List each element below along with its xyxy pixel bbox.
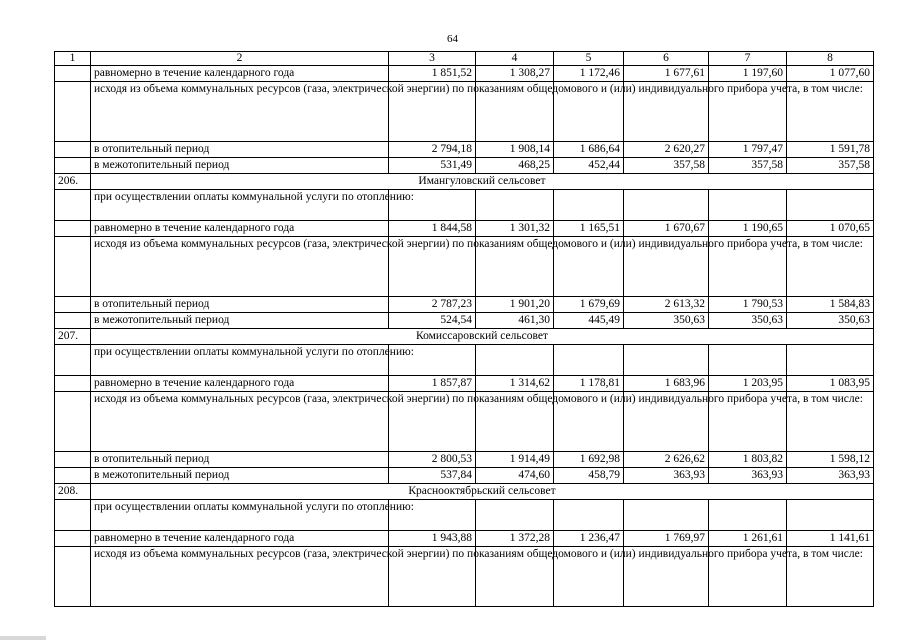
row-index-cell xyxy=(55,142,91,158)
row-index-cell xyxy=(55,158,91,174)
value-cell xyxy=(476,500,554,531)
value-cell: 452,44 xyxy=(554,158,624,174)
value-cell: 1 670,67 xyxy=(624,221,709,237)
section-number: 206. xyxy=(55,174,91,190)
table-row xyxy=(55,376,874,392)
header-cell: 5 xyxy=(554,52,624,66)
value-cell xyxy=(787,500,874,531)
value-cell: 445,49 xyxy=(554,313,624,329)
value-cell: 1 797,47 xyxy=(709,142,787,158)
value-cell: 2 794,18 xyxy=(389,142,476,158)
value-cell: 1 261,61 xyxy=(709,531,787,547)
row-index-cell xyxy=(55,452,91,468)
table-row xyxy=(55,500,874,531)
table-row xyxy=(55,237,874,297)
header-row xyxy=(55,52,874,66)
value-cell: 350,63 xyxy=(624,313,709,329)
row-label: в межотопительный период xyxy=(91,158,389,174)
header-cell: 1 xyxy=(55,52,91,66)
table-body xyxy=(55,66,874,607)
value-cell xyxy=(787,345,874,376)
section-title: Имангуловский сельсовет xyxy=(91,174,874,190)
table-row xyxy=(55,158,874,174)
section-title: Комиссаровский сельсовет xyxy=(91,329,874,345)
value-cell: 350,63 xyxy=(787,313,874,329)
value-cell: 474,60 xyxy=(476,468,554,484)
section-row xyxy=(55,174,874,190)
value-cell: 1 178,81 xyxy=(554,376,624,392)
value-cell: 1 591,78 xyxy=(787,142,874,158)
row-label: при осуществлении оплаты коммунальной услуги по отоплению: xyxy=(91,345,389,376)
value-cell: 468,25 xyxy=(476,158,554,174)
section-title: Краснооктябрьский сельсовет xyxy=(91,484,874,500)
value-cell xyxy=(709,345,787,376)
row-label: равномерно в течение календарного года xyxy=(91,531,389,547)
row-index-cell xyxy=(55,297,91,313)
value-cell: 1 908,14 xyxy=(476,142,554,158)
row-index-cell xyxy=(55,237,91,297)
value-cell: 1 172,46 xyxy=(554,66,624,82)
header-cell: 2 xyxy=(91,52,389,66)
header-cell: 8 xyxy=(787,52,874,66)
value-cell: 357,58 xyxy=(787,158,874,174)
value-cell: 1 683,96 xyxy=(624,376,709,392)
value-cell: 1 844,58 xyxy=(389,221,476,237)
row-index-cell xyxy=(55,313,91,329)
section-number: 208. xyxy=(55,484,91,500)
row-label: исходя из объема коммунальных ресурсов (газа, электрической энергии) по показаниям общедомового и (или) индивидуального прибора учета, в том числе: xyxy=(91,82,389,142)
value-cell: 458,79 xyxy=(554,468,624,484)
row-label: исходя из объема коммунальных ресурсов (газа, электрической энергии) по показаниям общедомового и (или) индивидуального прибора учета, в том числе: xyxy=(91,237,389,297)
value-cell xyxy=(476,345,554,376)
value-cell: 1 308,27 xyxy=(476,66,554,82)
table-row xyxy=(55,392,874,452)
value-cell xyxy=(476,190,554,221)
row-index-cell xyxy=(55,500,91,531)
value-cell xyxy=(554,345,624,376)
header-cell: 4 xyxy=(476,52,554,66)
row-index-cell xyxy=(55,547,91,607)
section-number: 207. xyxy=(55,329,91,345)
value-cell: 524,54 xyxy=(389,313,476,329)
value-cell: 537,84 xyxy=(389,468,476,484)
value-cell: 1 314,62 xyxy=(476,376,554,392)
value-cell: 1 943,88 xyxy=(389,531,476,547)
value-cell: 2 613,32 xyxy=(624,297,709,313)
header-cell: 7 xyxy=(709,52,787,66)
table-row xyxy=(55,313,874,329)
table-row xyxy=(55,221,874,237)
value-cell: 461,30 xyxy=(476,313,554,329)
value-cell: 1 372,28 xyxy=(476,531,554,547)
row-index-cell xyxy=(55,531,91,547)
value-cell: 1 584,83 xyxy=(787,297,874,313)
value-cell: 1 769,97 xyxy=(624,531,709,547)
value-cell: 1 165,51 xyxy=(554,221,624,237)
value-cell: 1 203,95 xyxy=(709,376,787,392)
value-cell: 1 692,98 xyxy=(554,452,624,468)
value-cell xyxy=(709,500,787,531)
table-row xyxy=(55,547,874,607)
value-cell xyxy=(624,500,709,531)
value-cell xyxy=(554,500,624,531)
header-cell: 3 xyxy=(389,52,476,66)
row-index-cell xyxy=(55,392,91,452)
table-row xyxy=(55,452,874,468)
value-cell: 1 790,53 xyxy=(709,297,787,313)
row-label: в межотопительный период xyxy=(91,468,389,484)
value-cell: 1 083,95 xyxy=(787,376,874,392)
value-cell: 363,93 xyxy=(787,468,874,484)
row-label: равномерно в течение календарного года xyxy=(91,376,389,392)
section-row xyxy=(55,484,874,500)
row-label: равномерно в течение календарного года xyxy=(91,221,389,237)
row-label: исходя из объема коммунальных ресурсов (газа, электрической энергии) по показаниям общедомового и (или) индивидуального прибора учета, в том числе: xyxy=(91,392,389,452)
row-label: в отопительный период xyxy=(91,297,389,313)
value-cell: 357,58 xyxy=(624,158,709,174)
row-label: исходя из объема коммунальных ресурсов (газа, электрической энергии) по показаниям общедомового и (или) индивидуального прибора учета, в том числе: xyxy=(91,547,389,607)
row-label: в межотопительный период xyxy=(91,313,389,329)
table-row xyxy=(55,345,874,376)
value-cell xyxy=(624,345,709,376)
value-cell xyxy=(709,190,787,221)
row-index-cell xyxy=(55,468,91,484)
value-cell: 357,58 xyxy=(709,158,787,174)
value-cell: 2 626,62 xyxy=(624,452,709,468)
row-label: равномерно в течение календарного года xyxy=(91,66,389,82)
table-row xyxy=(55,66,874,82)
value-cell xyxy=(624,190,709,221)
row-index-cell xyxy=(55,66,91,82)
page-number: 64 xyxy=(447,33,458,45)
row-label: в отопительный период xyxy=(91,142,389,158)
value-cell xyxy=(787,190,874,221)
row-index-cell xyxy=(55,376,91,392)
value-cell: 1 141,61 xyxy=(787,531,874,547)
value-cell: 1 598,12 xyxy=(787,452,874,468)
value-cell: 363,93 xyxy=(624,468,709,484)
value-cell: 350,63 xyxy=(709,313,787,329)
table-row xyxy=(55,142,874,158)
value-cell: 1 914,49 xyxy=(476,452,554,468)
table-row xyxy=(55,468,874,484)
value-cell: 1 190,65 xyxy=(709,221,787,237)
row-index-cell xyxy=(55,221,91,237)
value-cell: 2 800,53 xyxy=(389,452,476,468)
table-row xyxy=(55,82,874,142)
row-index-cell xyxy=(55,190,91,221)
value-cell: 2 787,23 xyxy=(389,297,476,313)
value-cell: 1 677,61 xyxy=(624,66,709,82)
value-cell: 363,93 xyxy=(709,468,787,484)
value-cell: 1 901,20 xyxy=(476,297,554,313)
value-cell: 1 857,87 xyxy=(389,376,476,392)
scan-edge-mark xyxy=(0,636,46,640)
row-index-cell xyxy=(55,82,91,142)
value-cell: 1 070,65 xyxy=(787,221,874,237)
value-cell: 1 686,64 xyxy=(554,142,624,158)
row-label: в отопительный период xyxy=(91,452,389,468)
row-label: при осуществлении оплаты коммунальной услуги по отоплению: xyxy=(91,500,389,531)
tariff-table xyxy=(54,51,874,607)
value-cell: 2 620,27 xyxy=(624,142,709,158)
value-cell: 1 197,60 xyxy=(709,66,787,82)
row-index-cell xyxy=(55,345,91,376)
value-cell: 531,49 xyxy=(389,158,476,174)
table-row xyxy=(55,297,874,313)
row-label: при осуществлении оплаты коммунальной услуги по отоплению: xyxy=(91,190,389,221)
table-row xyxy=(55,531,874,547)
table-row xyxy=(55,190,874,221)
value-cell: 1 851,52 xyxy=(389,66,476,82)
value-cell xyxy=(554,190,624,221)
section-row xyxy=(55,329,874,345)
value-cell: 1 301,32 xyxy=(476,221,554,237)
value-cell: 1 803,82 xyxy=(709,452,787,468)
header-cell: 6 xyxy=(624,52,709,66)
value-cell: 1 077,60 xyxy=(787,66,874,82)
value-cell: 1 679,69 xyxy=(554,297,624,313)
value-cell: 1 236,47 xyxy=(554,531,624,547)
